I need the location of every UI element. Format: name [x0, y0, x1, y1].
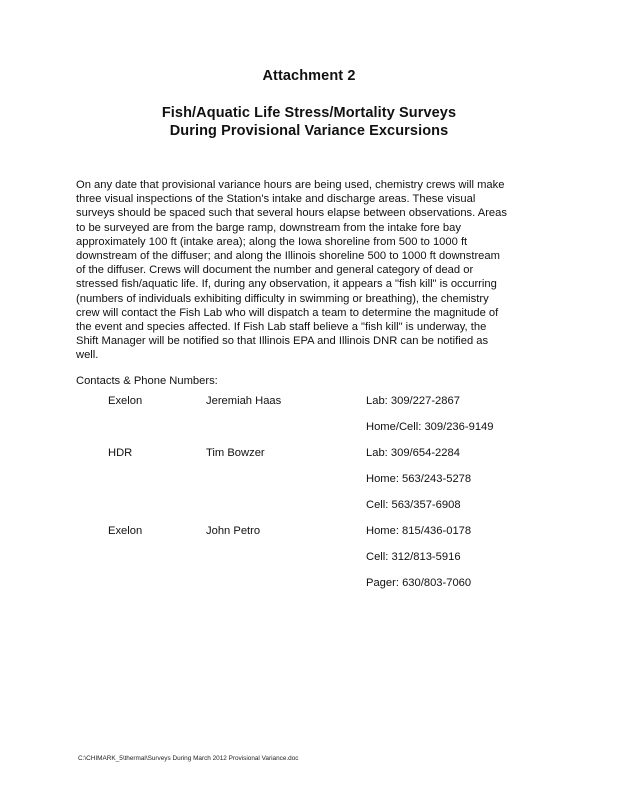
contact-phone: Lab: 309/227-2867: [366, 395, 460, 407]
body-line: to be surveyed are from the barge ramp, downstream from the intake fore bay: [76, 221, 461, 234]
contact-organization: Exelon: [108, 395, 143, 407]
contact-phone: Home: 563/243-5278: [366, 473, 472, 485]
footer-file-path: C:\CHIMARK_5\thermal\Surveys During March 2012 Provisional Variance.doc: [78, 755, 299, 762]
contact-name: Tim Bowzer: [206, 447, 265, 459]
attachment-title: Attachment 2: [262, 68, 356, 84]
contact-name: Jeremiah Haas: [206, 395, 282, 407]
contact-phone: Lab: 309/654-2284: [366, 447, 460, 459]
document-title-line-2: During Provisional Variance Excursions: [169, 123, 449, 139]
body-line: surveys should be spaced such that several hours elapse between observations. Areas: [76, 207, 507, 220]
body-line: of the diffuser. Crews will document the number and general category of dead or: [76, 264, 474, 277]
body-line: Shift Manager will be notified so that Illinois EPA and Illinois DNR can be notified as: [76, 335, 489, 348]
contact-phone: Home/Cell: 309/236-9149: [366, 421, 494, 433]
body-line: (numbers of individuals exhibiting difficulty in swimming or breathing), the chemistry: [76, 292, 489, 305]
body-line: well.: [76, 349, 99, 362]
body-line: stressed fish/aquatic life. If, during any observation, it appears a "fish kill" is occurring: [76, 278, 497, 291]
body-line: the event and species affected. If Fish Lab staff believe a "fish kill" is underway, the: [76, 321, 487, 334]
contact-organization: HDR: [108, 447, 133, 459]
body-line: On any date that provisional variance hours are being used, chemistry crews will make: [76, 179, 505, 191]
contact-phone: Home: 815/436-0178: [366, 525, 472, 537]
contact-organization: Exelon: [108, 525, 143, 537]
body-line: crew will contact the Fish Lab who will dispatch a team to determine the magnitude of: [76, 306, 499, 319]
contact-name: John Petro: [206, 525, 261, 537]
body-line: downstream of the diffuser; and along the Illinois shoreline 500 to 1000 ft downstream: [76, 250, 500, 263]
contact-phone: Cell: 563/357-6908: [366, 499, 461, 511]
body-line: three visual inspections of the Station's intake and discharge areas. These visual: [76, 193, 476, 206]
contacts-heading: Contacts & Phone Numbers:: [76, 375, 218, 387]
body-line: approximately 100 ft (intake area); along the Iowa shoreline from 500 to 1000 ft: [76, 235, 468, 248]
document-title-line-1: Fish/Aquatic Life Stress/Mortality Surveys: [161, 105, 457, 121]
contact-phone: Cell: 312/813-5916: [366, 551, 461, 563]
body-paragraph: [76, 178, 552, 363]
contact-phone: Pager: 630/803-7060: [366, 577, 472, 589]
